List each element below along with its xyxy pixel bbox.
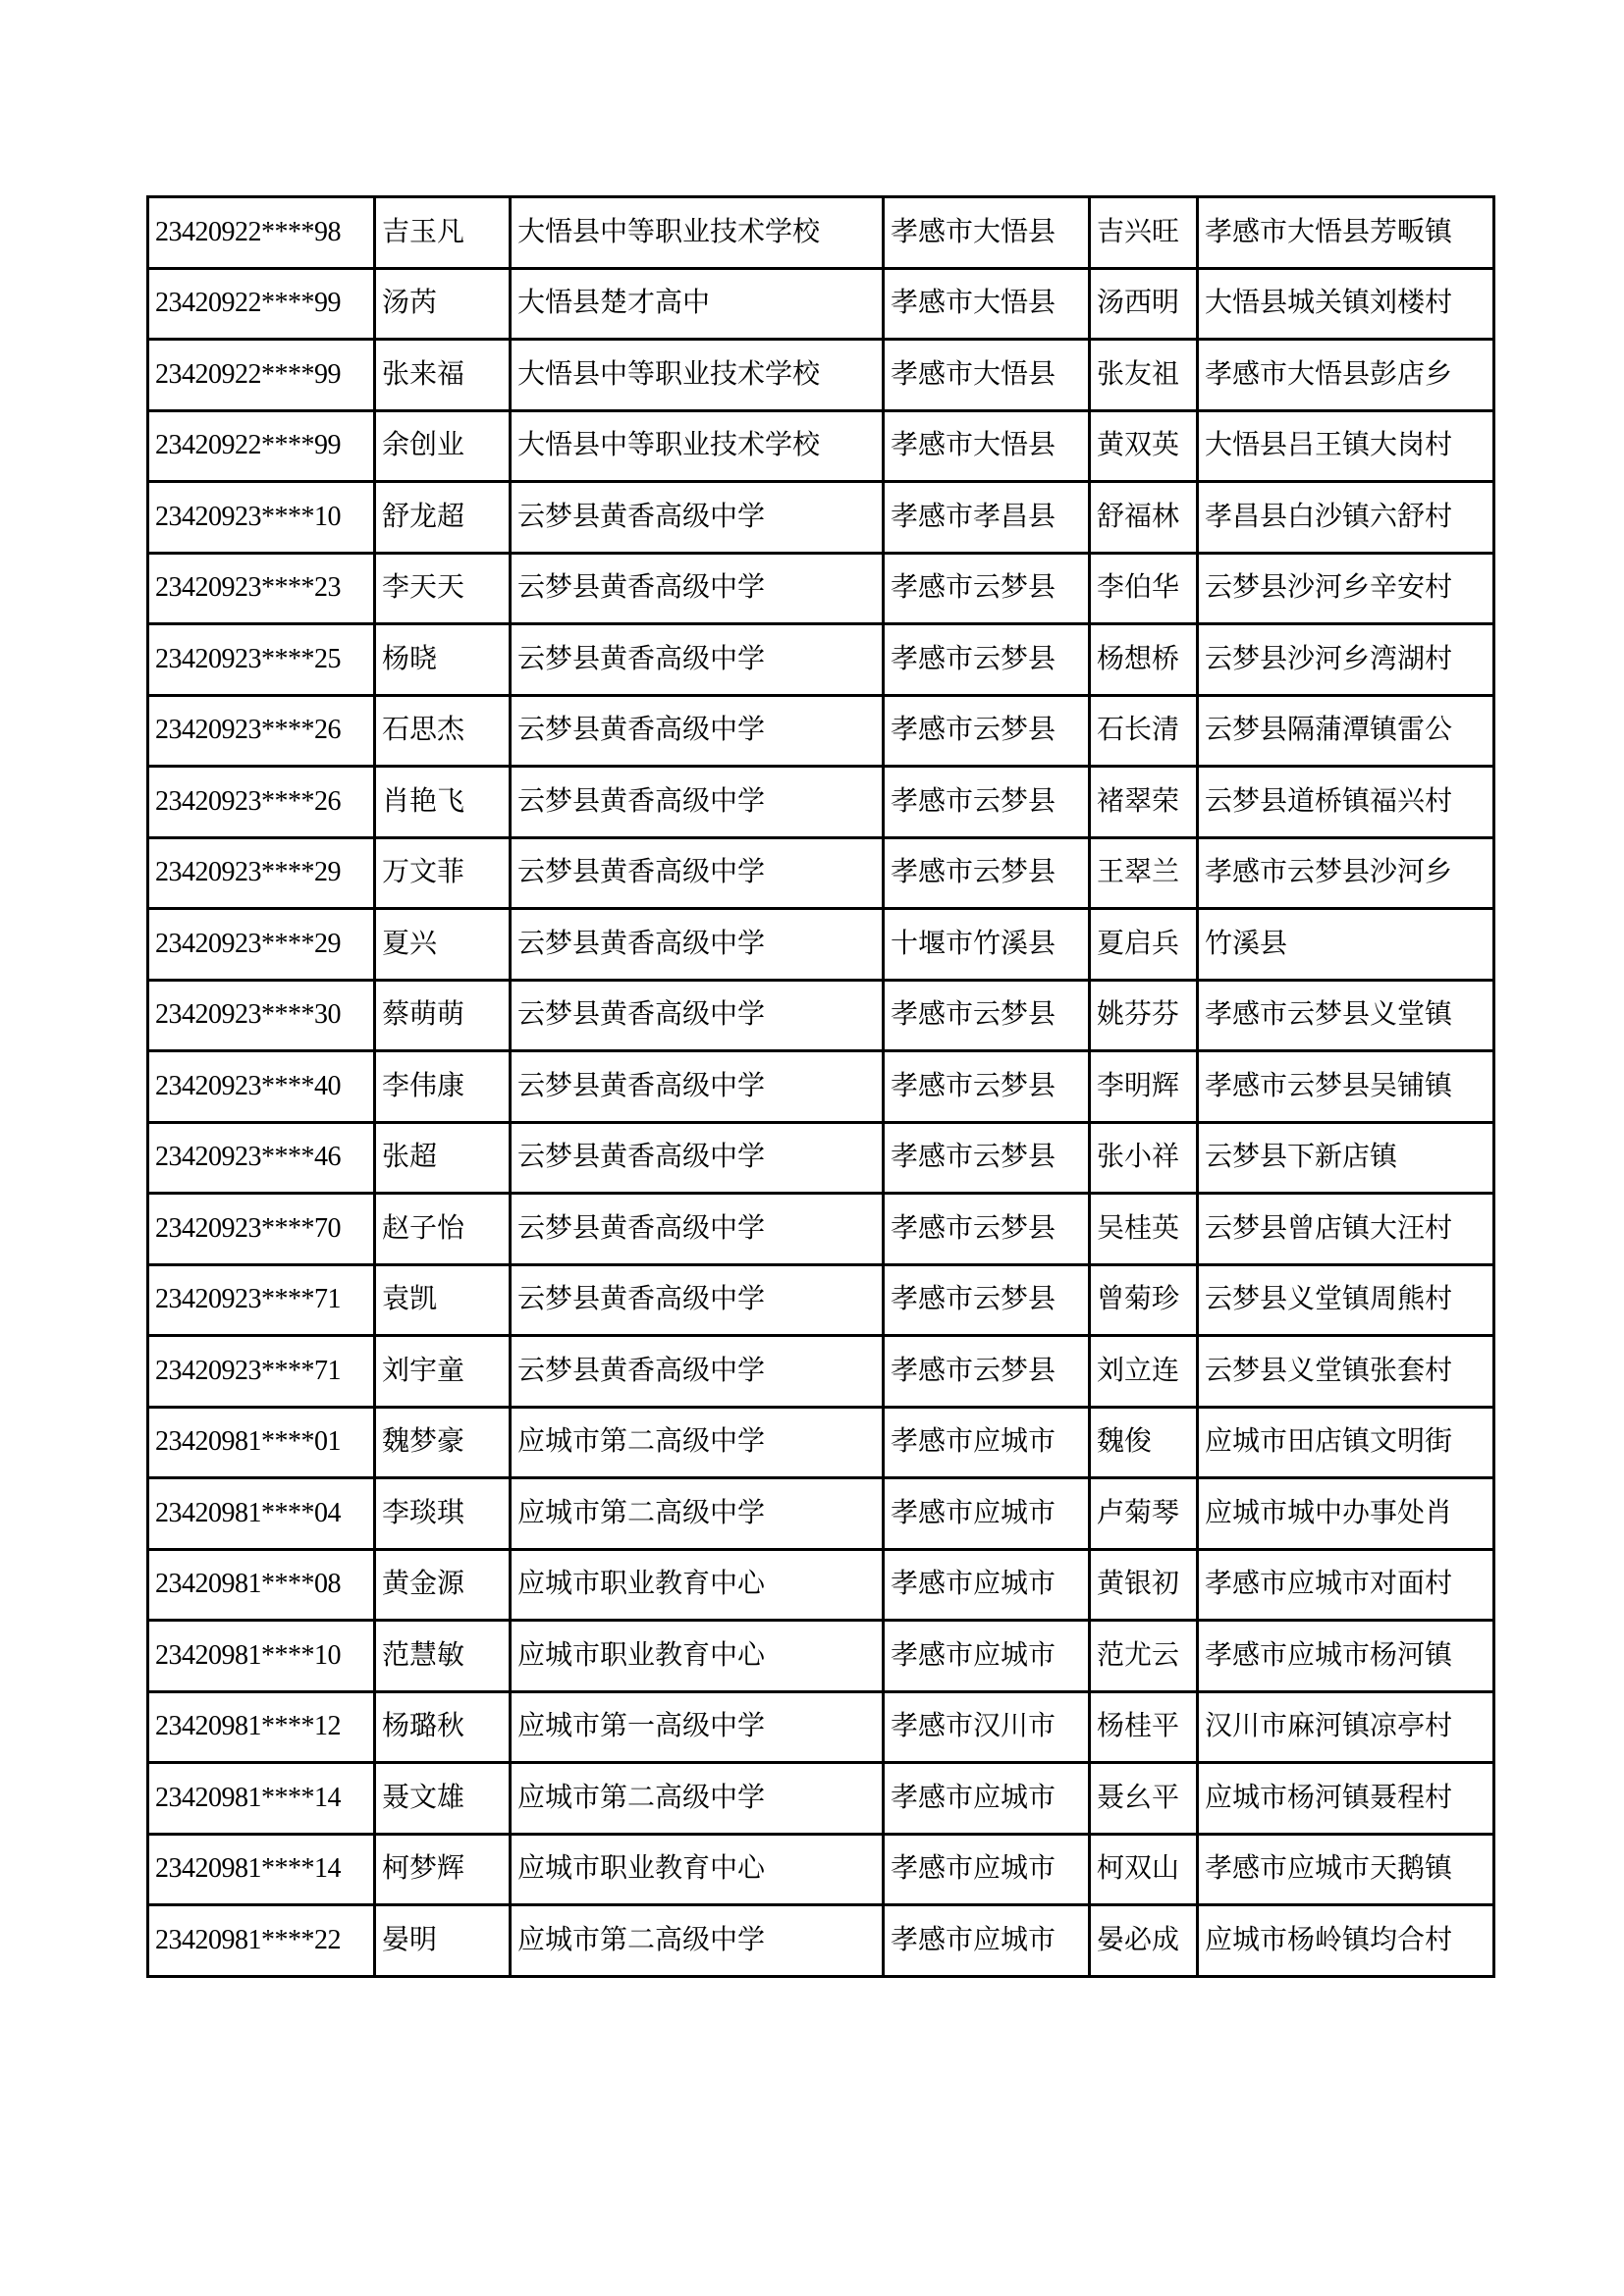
table-row (148, 1194, 1494, 1265)
region-cell: 孝感市汉川市 (884, 1691, 1090, 1763)
student-name-cell: 魏梦豪 (375, 1407, 511, 1478)
school-cell: 云梦县黄香高级中学 (511, 980, 884, 1051)
table-row (148, 837, 1494, 909)
region-cell: 孝感市大悟县 (884, 197, 1090, 269)
address-cell: 竹溪县 (1198, 909, 1494, 981)
address-cell: 孝感市大悟县彭店乡 (1198, 340, 1494, 411)
school-cell: 应城市第二高级中学 (511, 1763, 884, 1835)
address-cell: 应城市城中办事处肖 (1198, 1478, 1494, 1550)
table-row (148, 1691, 1494, 1763)
school-cell: 云梦县黄香高级中学 (511, 1194, 884, 1265)
school-cell: 云梦县黄香高级中学 (511, 553, 884, 624)
student-name-cell: 李琰琪 (375, 1478, 511, 1550)
table-row (148, 1905, 1494, 1977)
table-row (148, 1264, 1494, 1336)
school-cell: 云梦县黄香高级中学 (511, 837, 884, 909)
address-cell: 应城市田店镇文明街 (1198, 1407, 1494, 1478)
student-id-cell: 23420923****30 (148, 980, 375, 1051)
table-row (148, 410, 1494, 482)
school-cell: 应城市第二高级中学 (511, 1478, 884, 1550)
region-cell: 孝感市大悟县 (884, 410, 1090, 482)
school-cell: 云梦县黄香高级中学 (511, 1336, 884, 1408)
school-cell: 云梦县黄香高级中学 (511, 624, 884, 696)
region-cell: 孝感市应城市 (884, 1549, 1090, 1621)
region-cell: 孝感市云梦县 (884, 695, 1090, 767)
region-cell: 孝感市云梦县 (884, 980, 1090, 1051)
guardian-name-cell: 舒福林 (1090, 482, 1198, 554)
guardian-name-cell: 晏必成 (1090, 1905, 1198, 1977)
address-cell: 云梦县下新店镇 (1198, 1122, 1494, 1194)
school-cell: 应城市职业教育中心 (511, 1549, 884, 1621)
student-id-cell: 23420923****29 (148, 837, 375, 909)
student-name-cell: 黄金源 (375, 1549, 511, 1621)
school-cell: 大悟县楚才高中 (511, 268, 884, 340)
table-row (148, 624, 1494, 696)
student-name-cell: 张来福 (375, 340, 511, 411)
table-row (148, 1763, 1494, 1835)
student-id-cell: 23420923****26 (148, 695, 375, 767)
table-row (148, 1407, 1494, 1478)
guardian-name-cell: 曾菊珍 (1090, 1264, 1198, 1336)
roster-body (148, 197, 1494, 1977)
region-cell: 孝感市云梦县 (884, 1051, 1090, 1123)
region-cell: 孝感市云梦县 (884, 1194, 1090, 1265)
student-name-cell: 夏兴 (375, 909, 511, 981)
student-name-cell: 万文菲 (375, 837, 511, 909)
table-row (148, 1051, 1494, 1123)
address-cell: 孝昌县白沙镇六舒村 (1198, 482, 1494, 554)
table-row (148, 1336, 1494, 1408)
guardian-name-cell: 黄双英 (1090, 410, 1198, 482)
guardian-name-cell: 石长清 (1090, 695, 1198, 767)
address-cell: 应城市杨岭镇均合村 (1198, 1905, 1494, 1977)
table-row (148, 1834, 1494, 1905)
region-cell: 十堰市竹溪县 (884, 909, 1090, 981)
guardian-name-cell: 吴桂英 (1090, 1194, 1198, 1265)
table-row (148, 767, 1494, 838)
region-cell: 孝感市大悟县 (884, 340, 1090, 411)
student-id-cell: 23420922****99 (148, 268, 375, 340)
student-id-cell: 23420923****23 (148, 553, 375, 624)
school-cell: 应城市第二高级中学 (511, 1905, 884, 1977)
table-row (148, 268, 1494, 340)
student-name-cell: 晏明 (375, 1905, 511, 1977)
guardian-name-cell: 杨桂平 (1090, 1691, 1198, 1763)
student-id-cell: 23420923****71 (148, 1336, 375, 1408)
student-id-cell: 23420981****14 (148, 1763, 375, 1835)
guardian-name-cell: 张友祖 (1090, 340, 1198, 411)
student-name-cell: 余创业 (375, 410, 511, 482)
student-id-cell: 23420923****40 (148, 1051, 375, 1123)
student-name-cell: 蔡萌萌 (375, 980, 511, 1051)
guardian-name-cell: 姚芬芬 (1090, 980, 1198, 1051)
school-cell: 云梦县黄香高级中学 (511, 1051, 884, 1123)
table-row (148, 1478, 1494, 1550)
student-name-cell: 聂文雄 (375, 1763, 511, 1835)
region-cell: 孝感市应城市 (884, 1478, 1090, 1550)
school-cell: 云梦县黄香高级中学 (511, 482, 884, 554)
student-name-cell: 杨璐秋 (375, 1691, 511, 1763)
school-cell: 应城市第一高级中学 (511, 1691, 884, 1763)
guardian-name-cell: 卢菊琴 (1090, 1478, 1198, 1550)
region-cell: 孝感市应城市 (884, 1621, 1090, 1692)
student-id-cell: 23420923****46 (148, 1122, 375, 1194)
student-id-cell: 23420923****71 (148, 1264, 375, 1336)
student-name-cell: 吉玉凡 (375, 197, 511, 269)
address-cell: 孝感市云梦县吴铺镇 (1198, 1051, 1494, 1123)
address-cell: 孝感市应城市天鹅镇 (1198, 1834, 1494, 1905)
guardian-name-cell: 王翠兰 (1090, 837, 1198, 909)
region-cell: 孝感市云梦县 (884, 1122, 1090, 1194)
region-cell: 孝感市大悟县 (884, 268, 1090, 340)
student-id-cell: 23420981****22 (148, 1905, 375, 1977)
region-cell: 孝感市云梦县 (884, 1336, 1090, 1408)
region-cell: 孝感市应城市 (884, 1407, 1090, 1478)
student-name-cell: 范慧敏 (375, 1621, 511, 1692)
school-cell: 大悟县中等职业技术学校 (511, 197, 884, 269)
guardian-name-cell: 黄银初 (1090, 1549, 1198, 1621)
student-name-cell: 张超 (375, 1122, 511, 1194)
guardian-name-cell: 李伯华 (1090, 553, 1198, 624)
student-id-cell: 23420923****26 (148, 767, 375, 838)
student-name-cell: 肖艳飞 (375, 767, 511, 838)
region-cell: 孝感市云梦县 (884, 1264, 1090, 1336)
guardian-name-cell: 杨想桥 (1090, 624, 1198, 696)
student-name-cell: 舒龙超 (375, 482, 511, 554)
region-cell: 孝感市云梦县 (884, 837, 1090, 909)
region-cell: 孝感市应城市 (884, 1905, 1090, 1977)
table-row (148, 1549, 1494, 1621)
table-row (148, 1122, 1494, 1194)
student-id-cell: 23420922****98 (148, 197, 375, 269)
address-cell: 云梦县隔蒲潭镇雷公 (1198, 695, 1494, 767)
guardian-name-cell: 魏俊 (1090, 1407, 1198, 1478)
address-cell: 孝感市应城市对面村 (1198, 1549, 1494, 1621)
region-cell: 孝感市云梦县 (884, 767, 1090, 838)
student-name-cell: 赵子怡 (375, 1194, 511, 1265)
school-cell: 应城市职业教育中心 (511, 1834, 884, 1905)
guardian-name-cell: 褚翠荣 (1090, 767, 1198, 838)
guardian-name-cell: 李明辉 (1090, 1051, 1198, 1123)
address-cell: 云梦县沙河乡辛安村 (1198, 553, 1494, 624)
student-id-cell: 23420922****99 (148, 410, 375, 482)
school-cell: 云梦县黄香高级中学 (511, 767, 884, 838)
table-row (148, 197, 1494, 269)
guardian-name-cell: 刘立连 (1090, 1336, 1198, 1408)
guardian-name-cell: 范尤云 (1090, 1621, 1198, 1692)
student-id-cell: 23420981****04 (148, 1478, 375, 1550)
address-cell: 云梦县道桥镇福兴村 (1198, 767, 1494, 838)
student-name-cell: 石思杰 (375, 695, 511, 767)
student-id-cell: 23420981****14 (148, 1834, 375, 1905)
student-name-cell: 袁凯 (375, 1264, 511, 1336)
address-cell: 汉川市麻河镇凉亭村 (1198, 1691, 1494, 1763)
school-cell: 云梦县黄香高级中学 (511, 1122, 884, 1194)
student-name-cell: 李伟康 (375, 1051, 511, 1123)
address-cell: 应城市杨河镇聂程村 (1198, 1763, 1494, 1835)
address-cell: 孝感市云梦县义堂镇 (1198, 980, 1494, 1051)
address-cell: 大悟县城关镇刘楼村 (1198, 268, 1494, 340)
student-name-cell: 李天天 (375, 553, 511, 624)
address-cell: 云梦县义堂镇张套村 (1198, 1336, 1494, 1408)
region-cell: 孝感市云梦县 (884, 624, 1090, 696)
region-cell: 孝感市应城市 (884, 1763, 1090, 1835)
student-name-cell: 杨晓 (375, 624, 511, 696)
student-name-cell: 汤芮 (375, 268, 511, 340)
address-cell: 孝感市大悟县芳畈镇 (1198, 197, 1494, 269)
region-cell: 孝感市应城市 (884, 1834, 1090, 1905)
guardian-name-cell: 聂幺平 (1090, 1763, 1198, 1835)
region-cell: 孝感市云梦县 (884, 553, 1090, 624)
student-name-cell: 刘宇童 (375, 1336, 511, 1408)
table-row (148, 1621, 1494, 1692)
address-cell: 云梦县曾店镇大汪村 (1198, 1194, 1494, 1265)
table-row (148, 695, 1494, 767)
school-cell: 应城市职业教育中心 (511, 1621, 884, 1692)
address-cell: 大悟县吕王镇大岗村 (1198, 410, 1494, 482)
school-cell: 应城市第二高级中学 (511, 1407, 884, 1478)
student-id-cell: 23420981****12 (148, 1691, 375, 1763)
table-row (148, 980, 1494, 1051)
table-row (148, 340, 1494, 411)
school-cell: 云梦县黄香高级中学 (511, 1264, 884, 1336)
student-id-cell: 23420923****29 (148, 909, 375, 981)
student-roster-table (146, 195, 1495, 1978)
table-row (148, 482, 1494, 554)
school-cell: 云梦县黄香高级中学 (511, 909, 884, 981)
address-cell: 云梦县义堂镇周熊村 (1198, 1264, 1494, 1336)
student-id-cell: 23420923****10 (148, 482, 375, 554)
student-id-cell: 23420923****70 (148, 1194, 375, 1265)
student-id-cell: 23420981****08 (148, 1549, 375, 1621)
table-row (148, 553, 1494, 624)
guardian-name-cell: 吉兴旺 (1090, 197, 1198, 269)
school-cell: 大悟县中等职业技术学校 (511, 340, 884, 411)
student-id-cell: 23420922****99 (148, 340, 375, 411)
table-row (148, 909, 1494, 981)
guardian-name-cell: 柯双山 (1090, 1834, 1198, 1905)
student-id-cell: 23420981****10 (148, 1621, 375, 1692)
student-id-cell: 23420923****25 (148, 624, 375, 696)
school-cell: 大悟县中等职业技术学校 (511, 410, 884, 482)
student-id-cell: 23420981****01 (148, 1407, 375, 1478)
address-cell: 孝感市应城市杨河镇 (1198, 1621, 1494, 1692)
address-cell: 孝感市云梦县沙河乡 (1198, 837, 1494, 909)
guardian-name-cell: 汤西明 (1090, 268, 1198, 340)
address-cell: 云梦县沙河乡湾湖村 (1198, 624, 1494, 696)
school-cell: 云梦县黄香高级中学 (511, 695, 884, 767)
region-cell: 孝感市孝昌县 (884, 482, 1090, 554)
guardian-name-cell: 张小祥 (1090, 1122, 1198, 1194)
guardian-name-cell: 夏启兵 (1090, 909, 1198, 981)
student-name-cell: 柯梦辉 (375, 1834, 511, 1905)
